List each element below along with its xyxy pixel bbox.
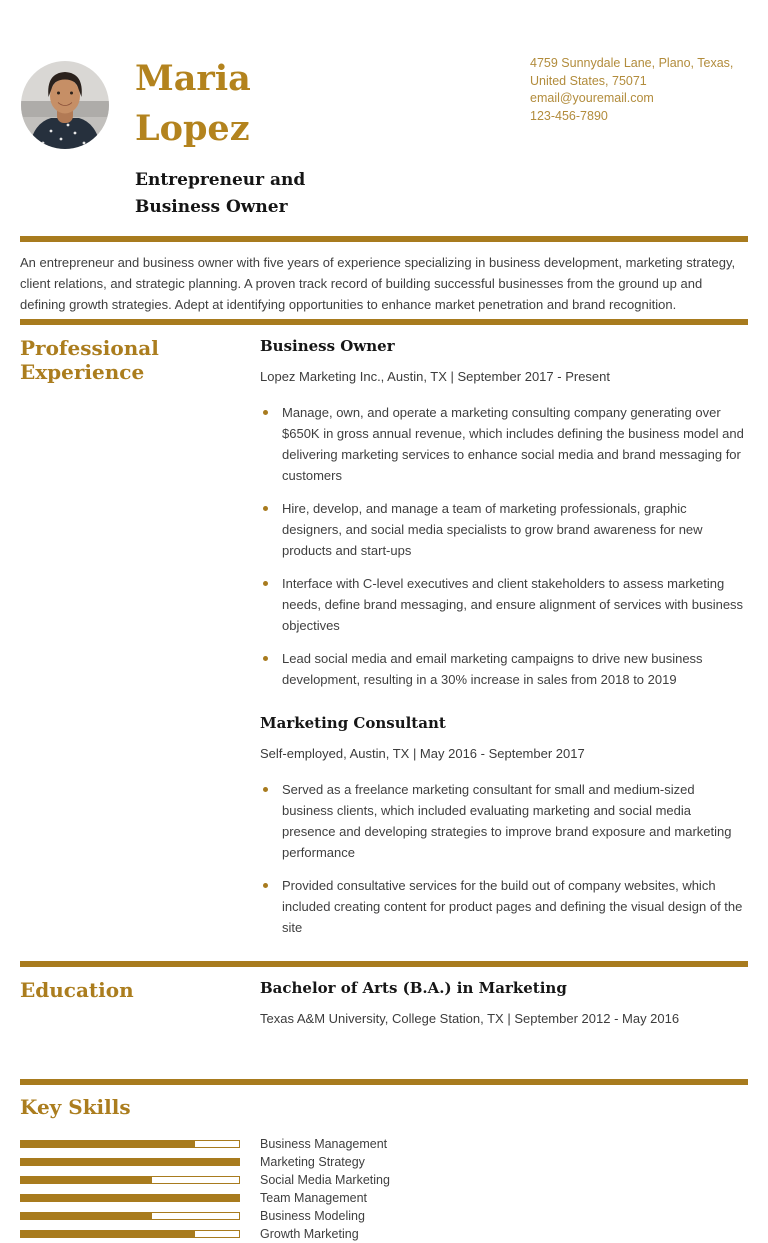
job-bullet: Provided consultative services for the build out of company websites, which included creating content for product pages and defining the visual design of the site — [260, 875, 748, 938]
contact-address-line2: United States, 75071 — [530, 73, 647, 88]
contact-info — [530, 55, 748, 125]
job-bullet: Hire, develop, and manage a team of marketing professionals, graphic designers, and social media specialists to grow brand awareness for new products and start-ups — [260, 498, 748, 561]
job-bullets — [260, 402, 748, 690]
education-content — [260, 978, 748, 1029]
skill-bar — [20, 1230, 240, 1238]
skills-section — [0, 1085, 768, 1243]
skill-bar-fill — [21, 1177, 152, 1183]
person-job-title: Entrepreneur and Business Owner — [135, 170, 306, 217]
job-entry-business-owner — [260, 337, 748, 690]
skill-bar-fill — [21, 1213, 152, 1219]
degree-title: Bachelor of Arts (B.A.) in Marketing — [260, 979, 567, 997]
skill-label: Marketing Strategy — [260, 1155, 365, 1169]
job-bullet: Lead social media and email marketing campaigns to drive new business development, resulting in a 30% increase in sales from 2018 to 2019 — [260, 648, 748, 690]
skill-row — [20, 1225, 748, 1243]
skill-label: Business Modeling — [260, 1209, 365, 1223]
contact-email: email@youremail.com — [530, 91, 654, 105]
job-bullet: Interface with C-level executives and client stakeholders to assess marketing needs, define brand messaging, and ensure alignment of services with business objectives — [260, 573, 748, 636]
job-bullet: Served as a freelance marketing consultant for small and medium-sized business clients, which included evaluating marketing and social media presence and developing strategies to improve brand exposure and marketing performance — [260, 779, 748, 863]
skill-bar-fill — [21, 1159, 239, 1165]
person-name — [135, 54, 305, 154]
divider-top — [20, 236, 748, 242]
skill-row — [20, 1135, 748, 1153]
name-block — [135, 58, 306, 221]
person-first-name: Maria — [135, 58, 251, 99]
contact-phone: 123-456-7890 — [530, 108, 608, 123]
skill-label: Business Management — [260, 1137, 388, 1151]
job-entry-marketing-consultant — [260, 714, 748, 938]
skill-bar — [20, 1212, 240, 1220]
skill-bar — [20, 1140, 240, 1148]
profile-photo-illustration — [21, 61, 109, 149]
summary-paragraph: An entrepreneur and business owner with five years of experience specializing in business development, marketing strategy, client relations, and strategic planning. A proven track record of building successful businesses from the ground up and defining growth strategies. Adept at identifying opportunities to enhance market penetration and brand recognition. — [20, 255, 736, 312]
degree-meta: Texas A&M University, College Station, TX | September 2012 - May 2016 — [260, 1011, 680, 1026]
person-last-name: Lopez — [135, 108, 250, 149]
contact-address-line1: 4759 Sunnydale Lane, Plano, Texas, — [530, 56, 734, 70]
section-heading-experience: Professional Experience — [20, 336, 159, 384]
skill-bar-fill — [21, 1231, 195, 1237]
skill-bar-fill — [21, 1195, 239, 1201]
skill-bar — [20, 1194, 240, 1202]
skills-list — [20, 1135, 748, 1243]
skill-row — [20, 1189, 748, 1207]
job-bullets — [260, 779, 748, 938]
experience-section — [0, 325, 768, 961]
job-meta: Lopez Marketing Inc., Austin, TX | September 2017 - Present — [260, 369, 610, 384]
skill-row — [20, 1207, 748, 1225]
education-section — [0, 967, 768, 1079]
skill-bar-fill — [21, 1141, 195, 1147]
skill-label: Social Media Marketing — [260, 1173, 390, 1187]
section-heading-education: Education — [20, 978, 134, 1002]
skill-row — [20, 1171, 748, 1189]
skill-bar — [20, 1176, 240, 1184]
job-title-text: Marketing Consultant — [260, 714, 446, 732]
skill-bar — [20, 1158, 240, 1166]
job-meta: Self-employed, Austin, TX | May 2016 - September 2017 — [260, 746, 585, 761]
job-bullet: Manage, own, and operate a marketing consulting company generating over $650K in gross annual revenue, which includes defining the business model and delivering marketing services to enhance social media and brand messaging for customers — [260, 402, 748, 486]
experience-content — [260, 336, 748, 950]
skill-label: Team Management — [260, 1191, 368, 1205]
skill-row — [20, 1153, 748, 1171]
resume-header — [0, 0, 768, 221]
section-heading-skills: Key Skills — [20, 1095, 131, 1119]
skill-label: Growth Marketing — [260, 1227, 359, 1241]
job-title-text: Business Owner — [260, 337, 395, 355]
profile-photo — [21, 61, 109, 149]
